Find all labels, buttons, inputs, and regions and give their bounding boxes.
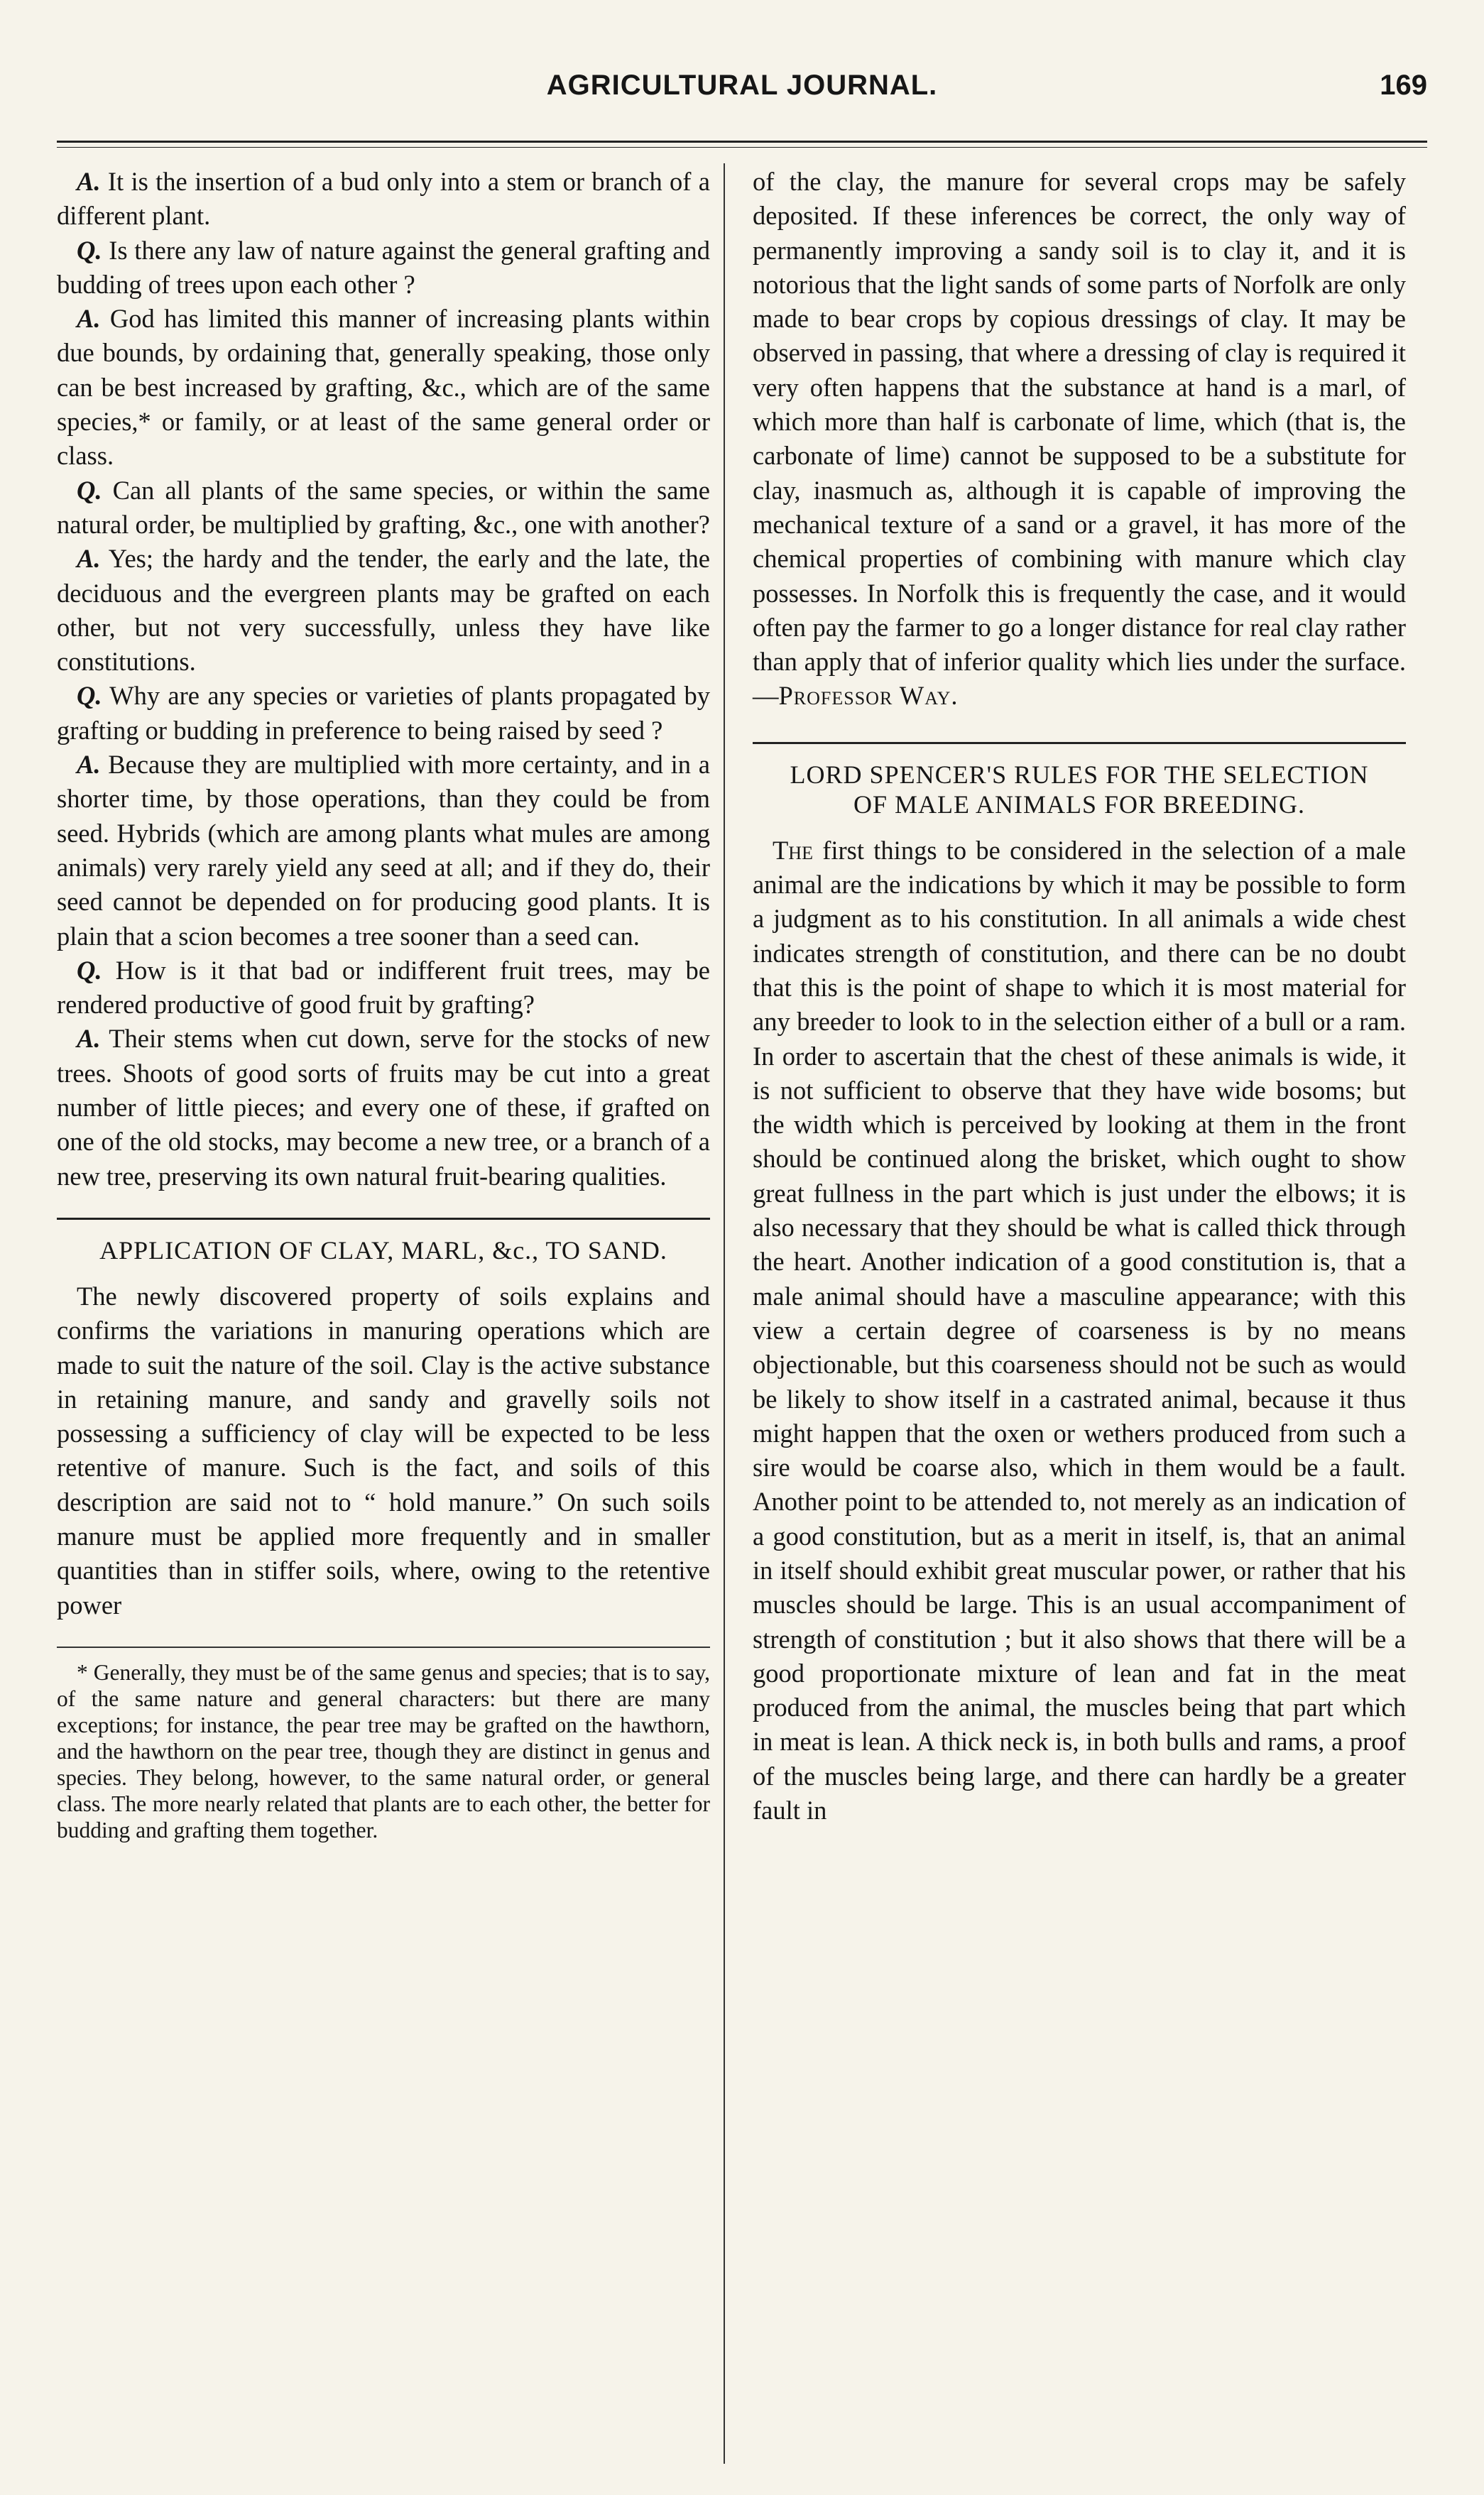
qa-paragraph (57, 302, 710, 473)
section-rule (753, 742, 1406, 744)
qa-text: Their stems when cut down, serve for the stocks of new trees. Shoots of good sorts of fruits may be cut into a great number of little pieces; and every one of these, if grafted on one of the old stocks, may become a new tree, or a branch of a new tree, preserving its own natural fruit-bearing qualities. (57, 1024, 710, 1191)
qa-marker: Q. (77, 475, 102, 505)
qa-paragraph (57, 954, 710, 1022)
qa-paragraph (57, 542, 710, 679)
qa-text: Why are any species or varieties of plants propagated by grafting or budding in preference to being raised by seed ? (57, 681, 710, 745)
spencer-paragraph (753, 834, 1406, 1828)
section-rule (57, 1218, 710, 1220)
right-column (753, 165, 1406, 1828)
qa-marker: A. (77, 1024, 101, 1054)
spencer-text: first things to be considered in the selection of a male animal are the indications by which it may be possible to form a judgment as to his constitution. In all animals a wide chest indicates strength of constitution, and there can be no doubt that this is the point of shape to which it is most material for any breeder to look to in the selection either of a bull or a ram. In order to ascertain that the chest of these animals is wide, it is not sufficient to observe that they have wide bosoms; but the width which is perceived by looking at them in the front should be continued along the brisket, which ought to show great fullness in the part which is just under the elbows; it is also necessary that they should be what is called thick through the heart. Another indication of a good constitution is, that a male animal should have a masculine appearance; with this view a certain degree of coarseness is by no means objectionable, but this coarseness should not be such as would be likely to show itself in a castrated animal, because it thus might happen that the oxen or wethers produced from such a sire would be coarse also, which in them would be a fault. Another point to be attended to, not merely as an indication of a good constitution, but as a merit in itself, is, that an animal in itself should exhibit great muscular power, or rather that his muscles should be large. This is an usual accompaniment of strength of constitution ; but it also shows that there will be a good proportionate mixture of lean and fat in the meat produced from the animal, the muscles being that part which in meat is lean. A thick neck is, in both bulls and rams, a proof of the muscles being large, and there can hardly be a greater fault in (753, 835, 1406, 1825)
qa-paragraph (57, 474, 710, 542)
qa-text: Yes; the hardy and the tender, the early and the late, the deciduous and the evergreen plants may be grafted on each other, but not very successfully, unless they have like constitutions. (57, 544, 710, 677)
qa-paragraph (57, 165, 710, 234)
clay-continuation (753, 165, 1406, 714)
header-rule (57, 141, 1427, 143)
qa-paragraph (57, 679, 710, 748)
qa-text: It is the insertion of a bud only into a stem or branch of a different plant. (57, 167, 710, 231)
qa-paragraph (57, 1022, 710, 1193)
lead-word: The (773, 835, 813, 865)
page-header (57, 70, 1427, 126)
section-title-spencer: LORD SPENCER'S RULES FOR THE SELECTION OF MALE ANIMALS FOR BREEDING. (790, 760, 1369, 819)
column-divider (724, 163, 725, 2464)
qa-text: Because they are multiplied with more certainty, and in a shorter time, by those operations, than they could be from seed. Hybrids (which are among plants what mules are among animals) very rarely yield any seed at all; and if they do, their seed cannot be depended on for producing good plants. It is plain that a scion becomes a tree sooner than a seed can. (57, 750, 711, 951)
footnote-text: * Generally, they must be of the same genus and species; that is to say, of the same nature and general characters: but there are many exceptions; for instance, the pear tree may be grafted on the hawthorn, and the hawthorn on the pear tree, though they are distinct in genus and species. They belong, however, to the same natural order, or general class. The more nearly related that plants are to each other, the better for budding and grafting them together. (57, 1659, 710, 1842)
running-title: AGRICULTURAL JOURNAL. (546, 70, 938, 101)
qa-text: Is there any law of nature against the general grafting and budding of trees upon each other ? (57, 235, 711, 299)
qa-marker: A. (77, 544, 101, 574)
qa-marker: A. (77, 167, 101, 196)
qa-paragraph (57, 234, 710, 302)
qa-text: How is it that bad or indifferent fruit trees, may be rendered productive of good fruit by grafting? (57, 955, 710, 1020)
author-signature: Professor Way. (778, 681, 959, 711)
qa-marker: Q. (77, 681, 102, 711)
header-rule-thin (57, 147, 1427, 148)
clay-paragraph: The newly discovered property of soils explains and confirms the variations in manuring operations which are made to suit the nature of the soil. Clay is the active substance in retaining manure, and sandy and gravelly soils not possessing a sufficiency of clay will be expected to be less retentive of manure. Such is the fact, and soils of this description are said not to “ hold manure.” On such soils manure must be applied more frequently and in smaller quantities than in stiffer soils, where, owing to the retentive power (57, 1281, 710, 1620)
qa-marker: A. (77, 750, 101, 780)
qa-text: God has limited this manner of increasing plants within due bounds, by ordaining that, generally speaking, those only can be best increased by grafting, &c., which are of the same species,* or family, or at least of the same general order or class. (57, 304, 711, 471)
qa-marker: Q. (77, 235, 102, 265)
qa-marker: Q. (77, 955, 102, 985)
footnote-rule (57, 1647, 710, 1648)
left-column (57, 165, 710, 1843)
qa-marker: A. (77, 304, 101, 334)
clay-continuation-text: of the clay, the manure for several crops may be safely deposited. If these inferences be correct, the only way of permanently improving a sandy soil is to clay it, and it is notorious that the light sands of some parts of Norfolk are only made to bear crops by copious dressings of clay. It may be observed in passing, that where a dressing of clay is required it very often happens that the substance at hand is a marl, of which more than half is carbonate of lime, which (that is, the carbonate of lime) cannot be supposed to be a substitute for clay, inasmuch as, although it is capable of improving the mechanical texture of a sand or a gravel, it has more of the chemical properties of combining with manure which clay possesses. In Norfolk this is frequently the case, and it would often pay the farmer to go a longer distance for real clay rather than apply that of inferior quality which lies under the surface.— (753, 167, 1406, 711)
page-number: 169 (1380, 70, 1427, 101)
qa-paragraph (57, 748, 710, 954)
qa-text: Can all plants of the same species, or within the same natural order, be multiplied by grafting, &c., one with another? (57, 475, 711, 539)
footnote (57, 1659, 710, 1843)
section-title-clay: APPLICATION OF CLAY, MARL, &c., TO SAND. (99, 1235, 667, 1265)
